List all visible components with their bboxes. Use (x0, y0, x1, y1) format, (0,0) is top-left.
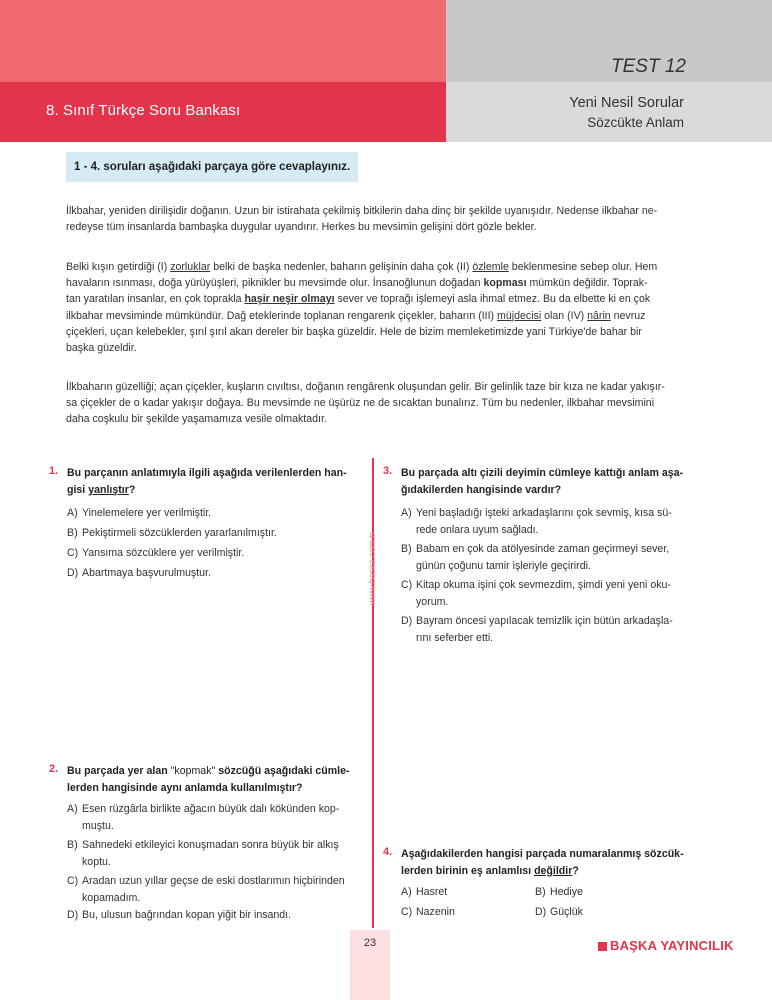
emphasis-degildir: değildir (534, 864, 573, 877)
passage-line: İlkbahar, yeniden dirilişidir doğanın. Uzun bir istirahata çekilmiş bitkilerin daha dinç bir şekilde uyanışıdır. Nedense ilkbahar ne- (66, 205, 658, 217)
question-3 (383, 465, 698, 650)
passage-paragraph-3 (66, 379, 693, 428)
option-a[interactable]: A) Yeni başladığı işteki arkadaşlarını çok sevmiş, kısa sü- rede onlara uyum sağladı. (401, 507, 672, 536)
watermark (366, 465, 378, 605)
passage-line: Belki kışın getirdiği (I) zorluklar belki de başka nedenler, baharın gelişinin daha çok (II) özlemle beklenmesine sebep olur. Hem (66, 261, 658, 273)
option-b[interactable]: B) Babam en çok da atölyesinde zaman geçirmeyi sever, günün çoğunu tamir işleriyle geçirirdi. (401, 543, 670, 572)
book-title: 8. Sınıf Türkçe Soru Bankası (46, 102, 241, 119)
test-topic: Sözcükte Anlam (587, 115, 684, 130)
question-2 (49, 763, 364, 928)
option-a[interactable]: A) Esen rüzgârla birlikte ağacın büyük dalı kökünden kop- muştu. (67, 803, 340, 832)
question-number: 2. (49, 763, 59, 775)
passage-line: daha coşkulu bir şekilde yaşamamıza vesile olmaktadır. (66, 413, 327, 426)
question-number: 4. (383, 846, 393, 858)
header-band-top-red (0, 0, 446, 82)
underlined-word-ozlemle: özlemle (472, 261, 509, 273)
question-stem: Bu parçanın anlatımıyla ilgili aşağıda verilenlerden han- gisi yanlıştır? (67, 467, 347, 496)
test-subtitle: Yeni Nesil Sorular (569, 95, 684, 111)
underlined-idiom: haşir neşir olmayı (244, 293, 335, 306)
bold-word-kopmasi: kopması (483, 277, 527, 290)
passage-paragraph-1 (66, 203, 693, 235)
option-c[interactable]: C) Aradan uzun yıllar geçse de eski dostlarımın hiçbirinden kopamadım. (67, 875, 345, 904)
passage-line: sa çiçekler de o kadar yakışır doğaya. Bu mevsimde ne üşürüz ne de sıcaktan bunalırız. Tüm bu nedenler, ilkbahar mevsimini (66, 397, 655, 410)
publisher-logo: BAŞKA YAYINCILIK (598, 938, 734, 953)
passage-line: çiçekleri, uçan kelebekler, şırıl şırıl akan dereler bir başka güzeldir. Hele de bizim memleketimizde yani Türkiye'de bahar bir (66, 325, 642, 338)
passage-line: havaların ısınması, doğa yürüyüşleri, piknikler bu mevsimde olur. İnsanoğlunun doğadan kopması mümkün değildir. Toprak- (66, 277, 648, 290)
passage-line: redeyse tüm insanlarda bambaşka duygular uyandırır. Herkes bu mevsimin gelişini dört gözle bekler. (66, 221, 537, 234)
option-d[interactable]: D) Bayram öncesi yapılacak temizlik için bütün arkadaşla- rını seferber etti. (401, 615, 673, 644)
header-band-top-grey (446, 0, 772, 82)
passage-line: İlkbaharın güzelliği; açan çiçekler, kuşların cıvıltısı, doğanın rengârenk oluşundan gelir. Bir gelinlik taze bir kıza ne kadar yakışır- (66, 381, 665, 393)
option-b[interactable]: B) Pekiştirmeli sözcüklerden yararlanılmıştır. (67, 527, 277, 539)
underlined-word-mujdecisi: müjdecisi (497, 309, 542, 322)
emphasis-yanlistir: yanlıştır (88, 483, 129, 496)
question-1 (49, 465, 364, 585)
publisher-mark-icon (598, 942, 607, 951)
test-title: TEST 12 (611, 56, 686, 77)
question-stem: Bu parçada altı çizili deyimin cümleye kattığı anlam aşa- ğıdakilerden hangisinde vardır? (401, 467, 684, 496)
passage-paragraph-2 (66, 259, 693, 356)
option-c[interactable]: C) Yansıma sözcüklere yer verilmiştir. (67, 547, 245, 559)
question-number: 3. (383, 465, 393, 477)
option-c[interactable]: C) Kitap okuma işini çok sevmezdim, şimdi yeni yeni oku- yorum. (401, 579, 671, 608)
header-band-bottom-grey (446, 82, 772, 142)
option-d[interactable]: D) Abartmaya başvurulmuştur. (67, 567, 211, 579)
option-a[interactable]: A) Hasret (401, 886, 448, 898)
underlined-word-narin: nârin (587, 309, 611, 322)
question-stem: Bu parçada yer alan "kopmak" sözcüğü aşağıdaki cümle- lerden hangisinde aynı anlamda kullanılmıştır? (67, 765, 350, 794)
underlined-word-zorluklar: zorluklar (170, 261, 211, 273)
svg-text:www.baska.com.tr: www.baska.com.tr (367, 531, 377, 605)
option-d[interactable]: D) Bu, ulusun bağrından kopan yiğit bir insandı. (67, 909, 292, 921)
page-number: 23 (363, 937, 377, 949)
question-stem: Aşağıdakilerden hangisi parçada numaralanmış sözcük- lerden birinin eş anlamlısı değildir? (401, 848, 684, 877)
passage-line: tan yaratılan insanlar, en çok toprakla haşir neşir olmayı sever ve toprağı işlemeyi asla ihmal etmez. Bu da elbette ki en çok (66, 293, 651, 306)
option-d[interactable]: D) Güçlük (535, 906, 583, 918)
passage-line: ilkbahar mevsiminde mümkündür. Dağ eteklerinde toplanan rengarenk çiçekler, baharın (III) müjdecisi olan (IV) nârin nevruz (66, 309, 646, 322)
option-a[interactable]: A) Yinelemelere yer verilmiştir. (67, 507, 212, 519)
question-4 (383, 846, 698, 926)
passage-line: başka güzeldir. (66, 342, 137, 355)
option-c[interactable]: C) Nazenin (401, 906, 455, 918)
question-number: 1. (49, 465, 59, 477)
instruction-box: 1 - 4. soruları aşağıdaki parçaya göre cevaplayınız. (66, 152, 358, 182)
option-b[interactable]: B) Sahnedeki etkileyici konuşmadan sonra büyük bir alkış koptu. (67, 839, 339, 868)
option-b[interactable]: B) Hediye (535, 886, 583, 898)
